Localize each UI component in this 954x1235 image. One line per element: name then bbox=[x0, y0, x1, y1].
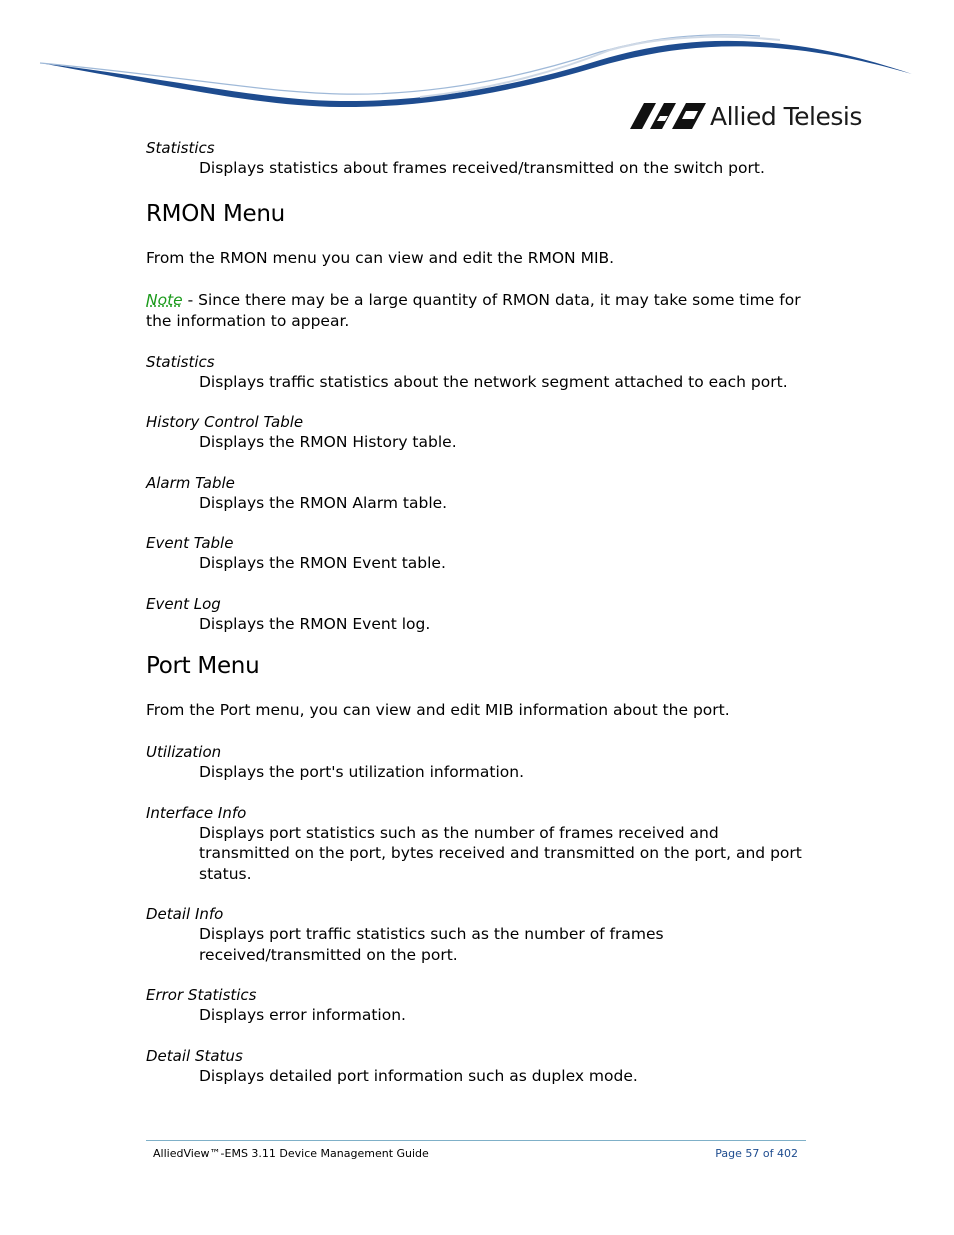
definition-description: Displays the RMON Event table. bbox=[199, 554, 446, 572]
definition-entry bbox=[146, 412, 806, 453]
definition-term: History Control Table bbox=[146, 413, 304, 431]
definition-term: Statistics bbox=[146, 352, 215, 371]
note-label: Note bbox=[146, 290, 183, 309]
definition-description: Displays port traffic statistics such as the number of frames received/transmitted on the port. bbox=[199, 925, 664, 964]
definition-description: Displays the RMON Event log. bbox=[199, 614, 431, 633]
definition-description: Displays detailed port information such as duplex mode. bbox=[199, 1066, 638, 1085]
definition-description: Displays statistics about frames received/transmitted on the switch port. bbox=[199, 159, 765, 177]
definition-entry bbox=[146, 985, 806, 1026]
note-text: - Since there may be a large quantity of RMON data, it may take some time for the information to appear. bbox=[146, 290, 801, 330]
definition-entry bbox=[146, 1046, 806, 1087]
page-content bbox=[146, 138, 806, 1106]
logo-wordmark: Allied Telesis bbox=[710, 101, 862, 131]
port-intro: From the Port menu, you can view and edit MIB information about the port. bbox=[146, 701, 730, 719]
section-heading-port: Port Menu bbox=[146, 653, 260, 679]
definition-description: Displays traffic statistics about the network segment attached to each port. bbox=[199, 372, 788, 391]
rmon-intro: From the RMON menu you can view and edit the RMON MIB. bbox=[146, 248, 615, 267]
footer-document-title: AlliedView™-EMS 3.11 Device Management Guide bbox=[153, 1147, 429, 1160]
definition-term: Event Table bbox=[146, 534, 234, 552]
definition-entry bbox=[146, 138, 806, 179]
definition-term: Event Log bbox=[146, 594, 221, 613]
definition-description: Displays the RMON History table. bbox=[199, 433, 457, 451]
definition-term: Detail Status bbox=[146, 1046, 243, 1065]
definition-term: Error Statistics bbox=[146, 986, 257, 1004]
definition-description: Displays the port's utilization information. bbox=[199, 763, 524, 781]
definition-term: Utilization bbox=[146, 743, 222, 761]
definition-entry bbox=[146, 533, 806, 574]
section-heading-rmon: RMON Menu bbox=[146, 200, 285, 227]
definition-description: Displays error information. bbox=[199, 1006, 406, 1024]
definition-entry bbox=[146, 352, 806, 393]
definition-description: Displays the RMON Alarm table. bbox=[199, 493, 448, 512]
definition-term: Detail Info bbox=[146, 905, 224, 923]
definition-entry bbox=[146, 904, 806, 965]
page-footer bbox=[146, 1140, 806, 1161]
definition-entry bbox=[146, 473, 806, 514]
allied-telesis-logo bbox=[630, 100, 862, 132]
rmon-note bbox=[146, 290, 806, 332]
allied-telesis-mark-icon bbox=[630, 103, 706, 129]
definition-term: Statistics bbox=[146, 139, 215, 157]
definition-entry bbox=[146, 594, 806, 635]
footer-page-number: Page 57 of 402 bbox=[715, 1147, 798, 1160]
definition-term: Interface Info bbox=[146, 803, 247, 822]
definition-description: Displays port statistics such as the number of frames received and transmitted on the port, bytes received and transmitted on the port, and port status. bbox=[199, 823, 802, 883]
definition-entry bbox=[146, 803, 806, 885]
definition-term: Alarm Table bbox=[146, 473, 235, 492]
definition-entry bbox=[146, 742, 806, 783]
